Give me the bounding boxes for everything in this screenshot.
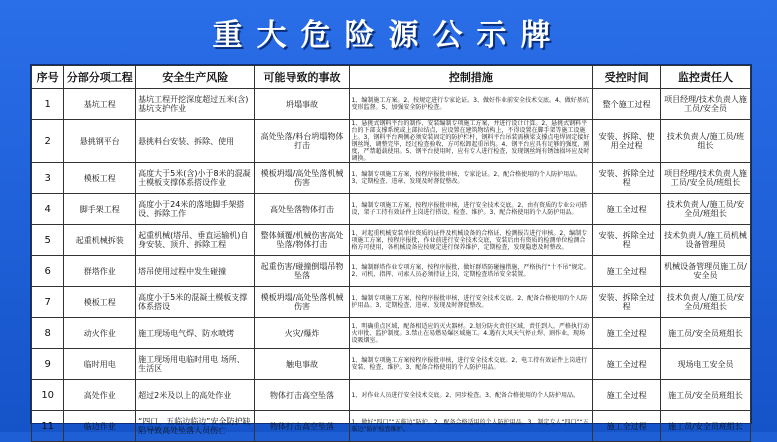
cell-accident: 物体打击高空坠落 — [255, 380, 349, 411]
header-risk: 安全生产风险 — [136, 66, 255, 89]
cell-project: 悬挑钢平台 — [64, 120, 136, 163]
header-measure: 控制措施 — [349, 66, 593, 89]
table-row — [32, 89, 751, 120]
cell-accident: 触电事故 — [255, 349, 349, 380]
table-row — [32, 225, 751, 256]
risk-table — [31, 65, 751, 442]
cell-measure: 1、编制施工方案。2、按规定进行专家论证。3、做好作业前安全技术交底。4、做好基坑变形监督。5、加强安全防护检查。 — [349, 89, 593, 120]
cell-project: 临边作业 — [64, 411, 136, 442]
cell-person: 施工员/安全员班组长 — [660, 318, 750, 349]
cell-risk: “四口、五临边临边”安全防护缺陷导致高处坠落人员伤亡 — [136, 411, 255, 442]
cell-measure: 1、编制专项施工方案，按程序报批审核，专家论证。2、配合格使用的个人防护用品。3、定期检查、违章、发现及时督促整改。 — [349, 163, 593, 194]
cell-measure: 1、对起重机械安装单位资质的证件及机械设备的合格证、检测报告进行审核。2、编制专项施工方案，按程序报批，作业前进行安全技术交底，安装后由有资质的检测单位检测合格方可使用，各机械设备应按规定进行保养维护，定期检查，发现隐患及时整改。 — [349, 225, 593, 256]
cell-time: 安装、拆除、使用全过程 — [593, 120, 661, 163]
cell-no: 11 — [32, 411, 64, 442]
cell-time: 施工全过程 — [593, 256, 661, 287]
cell-risk: 施工现场电气焊、防水喷烤 — [136, 318, 255, 349]
cell-no: 6 — [32, 256, 64, 287]
cell-accident: 物体打击高空坠落 — [255, 411, 349, 442]
table-row — [32, 318, 751, 349]
cell-risk: 施工现场用电临时用电 场所、生活区 — [136, 349, 255, 380]
cell-project: 临时用电 — [64, 349, 136, 380]
cell-risk: 高度小于5米的混凝土模板支撑体系搭设 — [136, 287, 255, 318]
cell-time: 整个施工过程 — [593, 89, 661, 120]
cell-person: 施工员/安全员班组长 — [660, 411, 750, 442]
table-row — [32, 163, 751, 194]
cell-time: 施工全过程 — [593, 349, 661, 380]
cell-person: 项目经理/技术负责人施工员/安全员 — [660, 89, 750, 120]
cell-person: 技术负责人/施工员机械设备管理员 — [660, 225, 750, 256]
cell-accident: 坍塌事故 — [255, 89, 349, 120]
table-header-row — [32, 66, 751, 89]
cell-project: 模板工程 — [64, 287, 136, 318]
cell-measure: 1、悬挑式钢料平台的制作、安装编制专项施工方案，并进行设计计算。2、悬挑式钢料平台的下部支撑系统或上部拉结点，应设置在建筑物结构上，不得设置在脚手架等施工设施上。3、钢料平台两侧必须安装固定的防护栏杆，钢料平台吊装需横梁支撑点电焊固定接好钢丝绳，调整完毕，经过检查验收，方可松卸起重吊钩。4、钢平台应具有足够的强度、刚度，严禁超载使用。5、钢平台使用时，应有专人进行检查，发现钢丝绳有锈蚀损坏应及时调换。 — [349, 120, 593, 163]
risk-table-container — [30, 64, 752, 435]
cell-no: 3 — [32, 163, 64, 194]
table-row — [32, 256, 751, 287]
cell-person: 技术负责人/施工员/安全员/班组长 — [660, 194, 750, 225]
cell-risk: 塔吊使用过程中发生碰撞 — [136, 256, 255, 287]
cell-person: 施工员/安全员班组长 — [660, 380, 750, 411]
cell-project: 基坑工程 — [64, 89, 136, 120]
cell-person: 项目经理/技术负责人施工员/安全员/班组长 — [660, 163, 750, 194]
cell-no: 8 — [32, 318, 64, 349]
table-row — [32, 411, 751, 442]
cell-no: 7 — [32, 287, 64, 318]
header-project: 分部分项工程 — [64, 66, 136, 89]
cell-project: 群塔作业 — [64, 256, 136, 287]
cell-measure: 1、编制专项施工方案，按程序报批审核，进行安全技术交底。2、由有资质的专业公司搭设，架子工持有效证件上岗进行搭设、检查、维护。3、配合格使用的个人防护用品。 — [349, 194, 593, 225]
table-row — [32, 120, 751, 163]
cell-time: 安装、拆除全过程 — [593, 287, 661, 318]
table-row — [32, 287, 751, 318]
table-row — [32, 349, 751, 380]
cell-risk: 超过2米及以上的高处作业 — [136, 380, 255, 411]
header-time: 受控时间 — [593, 66, 661, 89]
cell-measure: 1、做好“四口”“五临边”防护。2、配备合格适用的个人防护用品。3、制定专人“四口”“五临边”防护检查维护。 — [349, 411, 593, 442]
table-row — [32, 380, 751, 411]
cell-measure: 1、编制群塔作业专项方案，按程序报批，做好群塔防碰撞措施，严格执行“十不吊”规定。2、司机、指挥、司索人员必须持证上岗，定期检查塔吊安全装置。 — [349, 256, 593, 287]
header-no: 序号 — [32, 66, 64, 89]
cell-no: 9 — [32, 349, 64, 380]
cell-time: 安装、拆除全过程 — [593, 225, 661, 256]
cell-project: 高处作业 — [64, 380, 136, 411]
cell-accident: 火灾/爆炸 — [255, 318, 349, 349]
cell-person: 技术负责人/施工员/安全员/班组长 — [660, 287, 750, 318]
cell-person: 现场电工安全员 — [660, 349, 750, 380]
cell-no: 2 — [32, 120, 64, 163]
cell-accident: 高处坠落/料台坍塌物体打击 — [255, 120, 349, 163]
cell-project: 动火作业 — [64, 318, 136, 349]
cell-accident: 模板坍塌/高处坠落机械伤害 — [255, 163, 349, 194]
cell-project: 起重机械拆装 — [64, 225, 136, 256]
cell-time: 施工全过程 — [593, 411, 661, 442]
cell-measure: 1、明确重点区域，配备相适应的灭火器材。2.划分防火责任区域，责任到人，严格执行动火审批、监护制度。3.禁止在易燃易爆区域施工。4.遇有大风天气停止焊、割作业，现场设吸烟室。 — [349, 318, 593, 349]
header-person: 监控责任人 — [660, 66, 750, 89]
cell-time: 安装、拆除全过程 — [593, 163, 661, 194]
cell-project: 脚手架工程 — [64, 194, 136, 225]
cell-measure: 1、编制专项施工方案按程序报批审核，进行安全技术交底。2、电工持有效证件上岗进行安装、检查、维护。3、配备合格使用的个人防护用品。 — [349, 349, 593, 380]
cell-time: 施工全过程 — [593, 318, 661, 349]
cell-risk: 高度大于5米(含)小于8米的混凝土模板支撑体系搭设作业 — [136, 163, 255, 194]
cell-no: 5 — [32, 225, 64, 256]
header-accident: 可能导致的事故 — [255, 66, 349, 89]
cell-no: 1 — [32, 89, 64, 120]
cell-risk: 基坑工程开挖深度超过五米(含)基坑支护作业 — [136, 89, 255, 120]
cell-no: 4 — [32, 194, 64, 225]
cell-risk: 悬挑料台安装、拆除、使用 — [136, 120, 255, 163]
cell-measure: 1、对作业人员进行安全技术交底。2、同步检查。3、配备合格使用的个人防护用品。 — [349, 380, 593, 411]
table-row — [32, 194, 751, 225]
cell-project: 模板工程 — [64, 163, 136, 194]
cell-time: 施工全过程 — [593, 194, 661, 225]
board-title: 重大危险源公示牌 — [212, 18, 565, 53]
cell-risk: 高度小于24米的落地脚手架搭设、拆除工作 — [136, 194, 255, 225]
cell-measure: 1、编制专项施工方案，按程序报批审核，进行安全技术交底。2、配备合格使用的个人防护用品。3、定期检查、违章、发现及时督促整改。 — [349, 287, 593, 318]
cell-accident: 起重伤害/碰撞倒塌吊物坠落 — [255, 256, 349, 287]
cell-person: 技术负责人/施工员/班组长 — [660, 120, 750, 163]
cell-accident: 高处坠落物体打击 — [255, 194, 349, 225]
cell-person: 机械设备管理员施工员/安全员 — [660, 256, 750, 287]
cell-accident: 整体倾覆/机械伤害高处坠落/物体打击 — [255, 225, 349, 256]
cell-time: 施工全过程 — [593, 380, 661, 411]
cell-no: 10 — [32, 380, 64, 411]
cell-risk: 起重机械(塔吊、垂直运输机)自身安装、顶升、拆除工程 — [136, 225, 255, 256]
cell-accident: 模板坍塌/高处坠落机械伤害 — [255, 287, 349, 318]
